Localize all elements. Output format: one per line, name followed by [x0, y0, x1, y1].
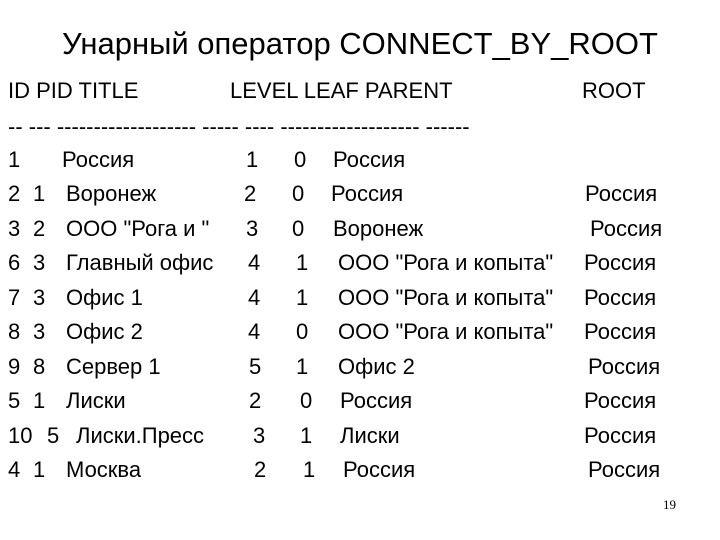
cell-root: Россия: [590, 216, 663, 241]
cell-root: Россия: [584, 423, 657, 448]
cell-pid: 5: [47, 423, 60, 448]
cell-level: 4: [248, 250, 261, 275]
cell-level: 2: [254, 457, 267, 482]
cell-root: Россия: [588, 457, 661, 482]
cell-pid: 2: [33, 216, 46, 241]
cell-level: 1: [246, 147, 259, 172]
cell-title: Сервер 1: [66, 354, 161, 379]
cell-title: Офис 1: [66, 285, 143, 310]
cell-root: Россия: [584, 285, 657, 310]
cell-leaf: 1: [296, 250, 309, 275]
table-row: [0, 421, 720, 451]
table-row: [0, 386, 720, 416]
cell-pid: 1: [33, 388, 46, 413]
cell-title: Лиски.Пресс: [76, 423, 205, 448]
cell-leaf: 1: [303, 457, 316, 482]
cell-parent: Россия: [343, 457, 416, 482]
cell-parent: ООО "Рога и копыта": [338, 319, 554, 344]
cell-level: 5: [249, 354, 262, 379]
cell-root: Россия: [584, 388, 657, 413]
cell-title: Воронеж: [66, 181, 157, 206]
cell-parent: Россия: [340, 388, 413, 413]
cell-id: 1: [8, 147, 21, 172]
cell-leaf: 0: [292, 216, 305, 241]
cell-root: Россия: [588, 354, 661, 379]
cell-title: Офис 2: [66, 319, 143, 344]
cell-id: 9: [8, 354, 21, 379]
cell-root: Россия: [585, 181, 658, 206]
cell-parent: Воронеж: [333, 216, 424, 241]
cell-level: 2: [244, 181, 257, 206]
table-row: [0, 317, 720, 347]
cell-pid: 3: [33, 319, 46, 344]
cell-leaf: 0: [296, 319, 309, 344]
cell-title: Главный офис: [66, 250, 214, 275]
cell-parent: Лиски: [340, 423, 400, 448]
header-level-leaf-parent: LEVEL LEAF PARENT: [230, 78, 453, 103]
cell-id: 3: [8, 216, 21, 241]
cell-pid: 3: [33, 250, 46, 275]
page-number: 19: [663, 497, 676, 512]
cell-pid: 3: [33, 285, 46, 310]
slide-title: Унарный оператор CONNECT_BY_ROOT: [62, 26, 658, 61]
cell-level: 4: [248, 285, 261, 310]
table-row: [0, 214, 720, 244]
header-root: ROOT: [582, 78, 646, 103]
table-row: [0, 179, 720, 209]
table-row: [0, 248, 720, 278]
cell-pid: 1: [33, 457, 46, 482]
cell-parent: Россия: [331, 181, 404, 206]
cell-parent: Россия: [333, 147, 406, 172]
cell-title: Лиски: [66, 388, 126, 413]
cell-leaf: 1: [296, 285, 309, 310]
cell-pid: 8: [33, 354, 46, 379]
cell-id: 10: [8, 423, 33, 448]
cell-leaf: 1: [296, 354, 309, 379]
table-row: [0, 352, 720, 382]
cell-parent: Офис 2: [338, 354, 415, 379]
cell-root: Россия: [584, 250, 657, 275]
cell-level: 4: [248, 319, 261, 344]
table-row: [0, 283, 720, 313]
cell-leaf: 1: [300, 423, 313, 448]
cell-parent: ООО "Рога и копыта": [338, 250, 554, 275]
cell-pid: 1: [33, 181, 46, 206]
cell-leaf: 0: [300, 388, 313, 413]
cell-leaf: 0: [294, 147, 307, 172]
table-row: [0, 455, 720, 485]
cell-title: ООО "Рога и ": [66, 216, 210, 241]
cell-parent: ООО "Рога и копыта": [338, 285, 554, 310]
table-separator: -- --- ------------------- ----- ---- ------------------- ------: [8, 114, 470, 139]
cell-id: 4: [8, 457, 21, 482]
cell-title: Россия: [62, 147, 135, 172]
header-id-pid-title: ID PID TITLE: [8, 78, 139, 103]
cell-level: 3: [246, 216, 259, 241]
cell-id: 7: [8, 285, 21, 310]
cell-level: 3: [253, 423, 266, 448]
cell-id: 6: [8, 250, 21, 275]
cell-root: Россия: [584, 319, 657, 344]
cell-id: 2: [8, 181, 21, 206]
cell-level: 2: [249, 388, 262, 413]
cell-title: Москва: [66, 457, 142, 482]
cell-id: 8: [8, 319, 21, 344]
cell-leaf: 0: [292, 181, 305, 206]
table-row: [0, 145, 720, 175]
cell-id: 5: [8, 388, 21, 413]
